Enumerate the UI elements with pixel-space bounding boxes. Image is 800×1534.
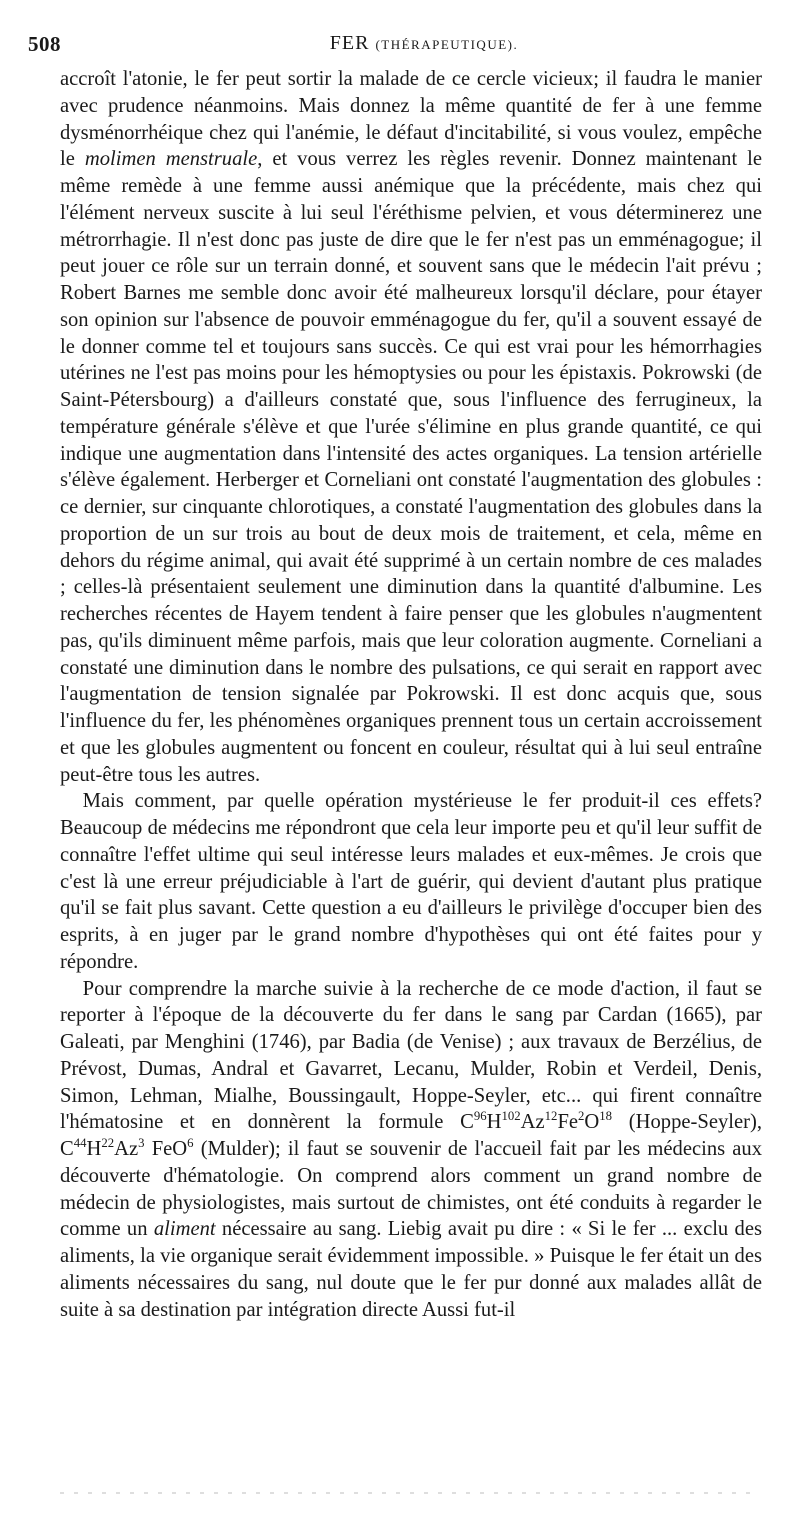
paragraph-3-italic: aliment bbox=[153, 1218, 216, 1241]
page-bottom-artifact bbox=[60, 1492, 760, 1494]
running-title-main: FER bbox=[329, 32, 370, 54]
formula-hoppe-seyler: $C^{96}H^{102}Az^{12}Fe^2O^{18}$ bbox=[460, 1109, 613, 1134]
paragraph-3-text-d: nécessaire au sang. Liebig avait pu dire : « Si le fer ... exclu des aliments, la vie organique serait évidemment impossible. » Puisque le fer était un des aliments nécessaires du sang, nul doute que le fer pur donné aux malades allât de suite à sa destination par intégration directe Aussi fut-il bbox=[60, 1218, 762, 1321]
paragraph-2: Mais comment, par quelle opération mystérieuse le fer produit-il ces effets? Beaucoup de médecins me répondront que cela leur importe peu et qu'il leur suffit de connaître l'effet ultime qui seul intéresse leurs malades et eux-mêmes. Je crois que c'est là une erreur préjudiciable à l'art de guérir, qui devient d'autant plus pratique qu'il se fait plus savant. Cette question a eu d'ailleurs le privilège d'occuper bien des esprits, à en juger par le grand nombre d'hypothèses qui ont été faites pour y répondre. bbox=[60, 790, 762, 973]
paragraph-1 bbox=[60, 66, 762, 788]
paragraph-3 bbox=[60, 976, 762, 1324]
paragraph-1-italic: molimen menstruale bbox=[84, 148, 258, 171]
paragraph-1-text-a: accroît l'atonie, le fer peut sortir la malade de ce cercle vicieux; il faudra le manier avec prudence néanmoins. Mais donnez la même quantité de fer à une femme dysménorrhéique chez qui l'anémie, le défaut d'incitabilité, si vous voulez, empêche le bbox=[60, 68, 762, 171]
paragraph-3-text-b: (Hoppe-Seyler), bbox=[612, 1111, 762, 1134]
page-number: 508 bbox=[28, 32, 61, 56]
running-title-sub: (THÉRAPEUTIQUE). bbox=[375, 37, 519, 52]
paragraph-1-text-b: , et vous verrez les règles revenir. Donnez maintenant le même remède à une femme aussi anémique que la précédente, mais chez qui l'élément nerveux suscite à lui seul l'éréthisme pelvien, et vous déterminerez une métrorrhagie. Il n'est donc pas juste de dire que le fer n'est pas un emménagogue; il peut jouer ce rôle sur un terrain donné, et souvent sans que le médecin l'ait prévu ; Robert Barnes me semble donc avoir été malheureux lorsqu'il déclare, pour étayer son opinion sur l'absence de pouvoir emménagogue du fer, qu'il a souvent essayé de le donner comme tel et toujours sans succès. Ce qui est vrai pour les hémorrhagies utérines ne l'est pas moins pour les hémoptysies ou pour les épistaxis. Pokrowski (de Saint-Pétersbourg) a d'ailleurs constaté que, sous l'influence des ferrugineux, la température générale s'élève et que l'urée s'élimine en plus grande quantité, ce qui indique une augmentation dans l'intensité des actes organiques. La tension artérielle s'élève également. Herberger et Corneliani ont constaté l'augmentation des globules : ce dernier, sur cinquante chlorotiques, a constaté l'augmentation des globules dans la proportion de un sur trois au bout de deux mois de traitement, et cela, même en dehors du régime animal, qui avait été supprimé à un certain nombre de ces malades ; celles-là présentaient seulement une diminution dans la quantité d'albumine. Les recherches récentes de Hayem tendent à faire penser que les globules n'augmentent pas, qu'ils diminuent même parfois, mais que leur coloration augmente. Corneliani a constaté une diminution dans le nombre des pulsations, ce qui serait en rapport avec l'augmentation de tension signalée par Pokrowski. Il est donc acquis que, sous l'influence du fer, les phénomènes organiques prennent tous un certain accroissement et que les globules augmentent ou foncent en couleur, résultat qui à lui seul entraîne peut-être tous les autres. bbox=[60, 148, 762, 786]
running-head bbox=[28, 32, 770, 62]
formula-mulder: $C^{44}H^{22}Az^3$ FeO$^6$ bbox=[60, 1136, 194, 1160]
paragraph-3-text-a: Pour comprendre la marche suivie à la recherche de ce mode d'action, il faut se reporter à l'époque de la découverte du fer dans le sang par Cardan (1665), par Galeati, par Menghini (1746), par Badia (de Venise) ; aux travaux de Berzélius, de Prévost, Dumas, Andral et Gavarret, Lecanu, Mulder, Robin et Verdeil, Denis, Simon, Lehman, Mialhe, Boussingault, Hoppe-Seyler, etc... qui firent connaître l'hématosine et en donnèrent la formule bbox=[60, 977, 762, 1134]
paragraph-3-text-c: (Mulder); il faut se souvenir de l'accueil fait par les médecins aux découverte d'hématologie. On comprend alors comment un grand nombre de médecin de physiologistes, mais surtout de chimistes, ont été conduits à regarder le comme un bbox=[60, 1138, 763, 1241]
body-text bbox=[60, 66, 762, 1323]
running-title bbox=[78, 32, 770, 55]
